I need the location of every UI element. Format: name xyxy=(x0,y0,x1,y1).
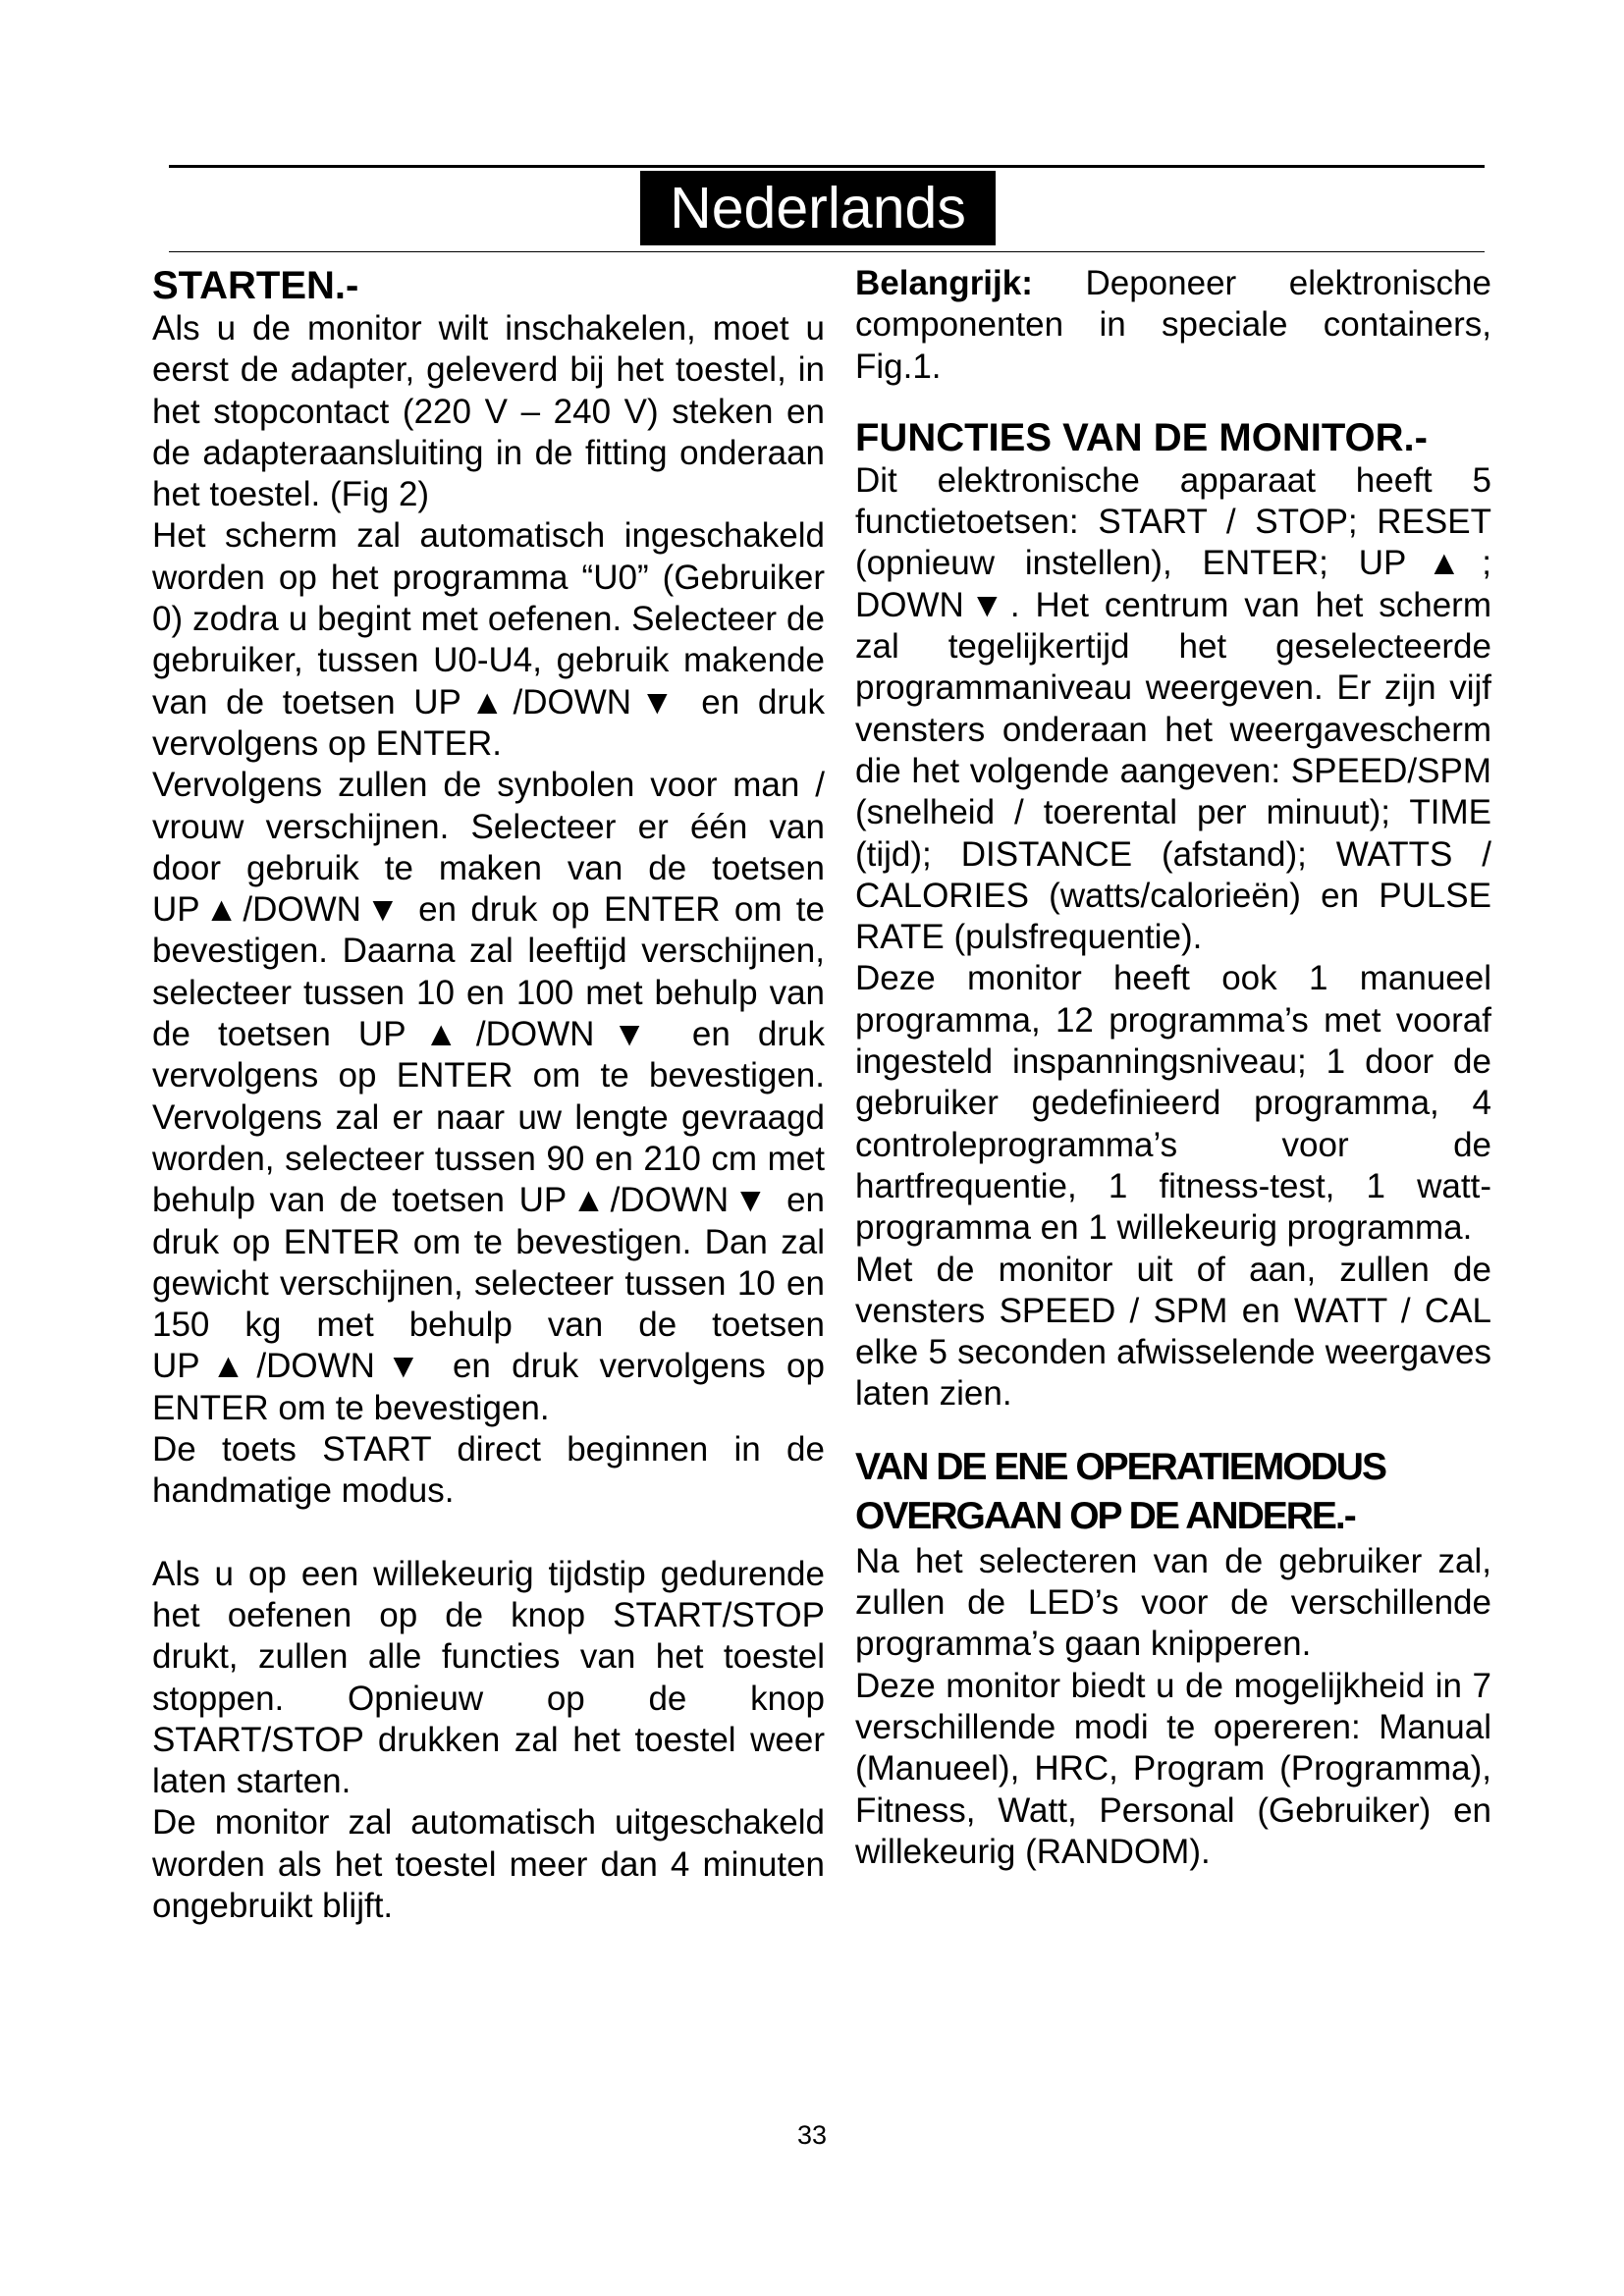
important-note xyxy=(855,263,1491,388)
important-text: Deponeer elektronische componenten in speciale containers, Fig.1. xyxy=(855,264,1491,386)
paragraph: Vervolgens zullen de synbolen voor man / vrouw verschijnen. Selecteer er één van door gebruik te maken van de toetsen UP▲/DOWN▼ en druk op ENTER om te bevestigen. Daarna zal leeftijd verschijnen, selecteer tussen 10 en 100 met behulp van de toetsen UP▲/DOWN▼ en druk vervolgens op ENTER om te bevestigen. Vervolgens zal er naar uw lengte gevraagd worden, selecteer tussen 90 en 210 cm met behulp van de toetsen UP▲/DOWN▼ en druk op ENTER om te bevestigen. Dan zal gewicht verschijnen, selecteer tussen 10 en 150 kg met behulp van de toetsen UP▲/DOWN▼ en druk vervolgens op ENTER om te bevestigen. xyxy=(152,766,825,1427)
section-heading-functies: FUNCTIES VAN DE MONITOR.- xyxy=(855,415,1428,459)
paragraph: Het scherm zal automatisch ingeschakeld worden op het programma “U0” (Gebruiker 0) zodra u begint met oefenen. Selecteer de gebruiker, tussen U0-U4, gebruik makende van de toetsen UP▲/DOWN▼ en druk vervolgens op ENTER. xyxy=(152,516,825,763)
left-column xyxy=(152,263,825,1927)
language-banner: Nederlands xyxy=(640,171,996,245)
section-heading-starten: STARTEN.- xyxy=(152,264,359,307)
paragraph: Na het selecteren van de gebruiker zal, zullen de LED’s voor de verschillende programma’s gaan knipperen. xyxy=(855,1541,1491,1664)
heading-line-1: VAN DE ENE OPERATIEMODUS xyxy=(855,1445,1385,1488)
paragraph: Deze monitor heeft ook 1 manueel programma, 12 programma’s met vooraf ingesteld inspanningsniveau; 1 door de gebruiker gedefinieerd programma, 4 controleprogramma’s voor de hartfrequentie, 1 fitness-test, 1 watt-programma en 1 willekeurig programma. xyxy=(855,959,1491,1248)
paragraph: De toets START direct beginnen in de handmatige modus. xyxy=(152,1430,825,1511)
heading-line-2: OVERGAAN OP DE ANDERE.- xyxy=(855,1494,1355,1537)
paragraph: De monitor zal automatisch uitgeschakeld worden als het toestel meer dan 4 minuten ongebruikt blijft. xyxy=(152,1803,825,1925)
paragraph: Als u op een willekeurig tijdstip gedurende het oefenen op de knop START/STOP drukt, zullen alle functies van het toestel stoppen. Opnieuw op de knop START/STOP drukken zal het toestel weer laten starten. xyxy=(152,1554,825,1801)
right-column xyxy=(855,263,1491,1873)
spacer xyxy=(855,1415,1491,1443)
page-number: 33 xyxy=(796,2120,828,2150)
header-rule-bottom xyxy=(169,251,1485,252)
paragraph: Deze monitor biedt u de mogelijkheid in 7 verschillende modi te opereren: Manual (Manueel), HRC, Program (Programma), Fitness, Watt, Personal (Gebruiker) en willekeurig (RANDOM). xyxy=(855,1666,1491,1871)
section-heading-operatiemodus xyxy=(855,1443,1491,1541)
paragraph: Met de monitor uit of aan, zullen de vensters SPEED / SPM en WATT / CAL elke 5 seconden afwisselende weergaves laten zien. xyxy=(855,1250,1491,1414)
header-rule-top xyxy=(169,165,1485,168)
paragraph: Als u de monitor wilt inschakelen, moet u eerst de adapter, geleverd bij het toestel, in het stopcontact (220 V – 240 V) steken en de adapteraansluiting in de fitting onderaan het toestel. (Fig 2) xyxy=(152,309,825,514)
important-label: Belangrijk: xyxy=(855,264,1033,302)
spacer xyxy=(152,1513,825,1554)
spacer xyxy=(855,388,1491,415)
paragraph: Dit elektronische apparaat heeft 5 functietoetsen: START / STOP; RESET (opnieuw instellen), ENTER; UP▲; DOWN▼. Het centrum van het scherm zal tegelijkertijd het geselecteerde programmaniveau weergeven. Er zijn vijf vensters onderaan het weergavescherm die het volgende aangeven: SPEED/SPM (snelheid / toerental per minuut); TIME (tijd); DISTANCE (afstand); WATTS / CALORIES (watts/calorieën) en PULSE RATE (pulsfrequentie). xyxy=(855,460,1491,957)
